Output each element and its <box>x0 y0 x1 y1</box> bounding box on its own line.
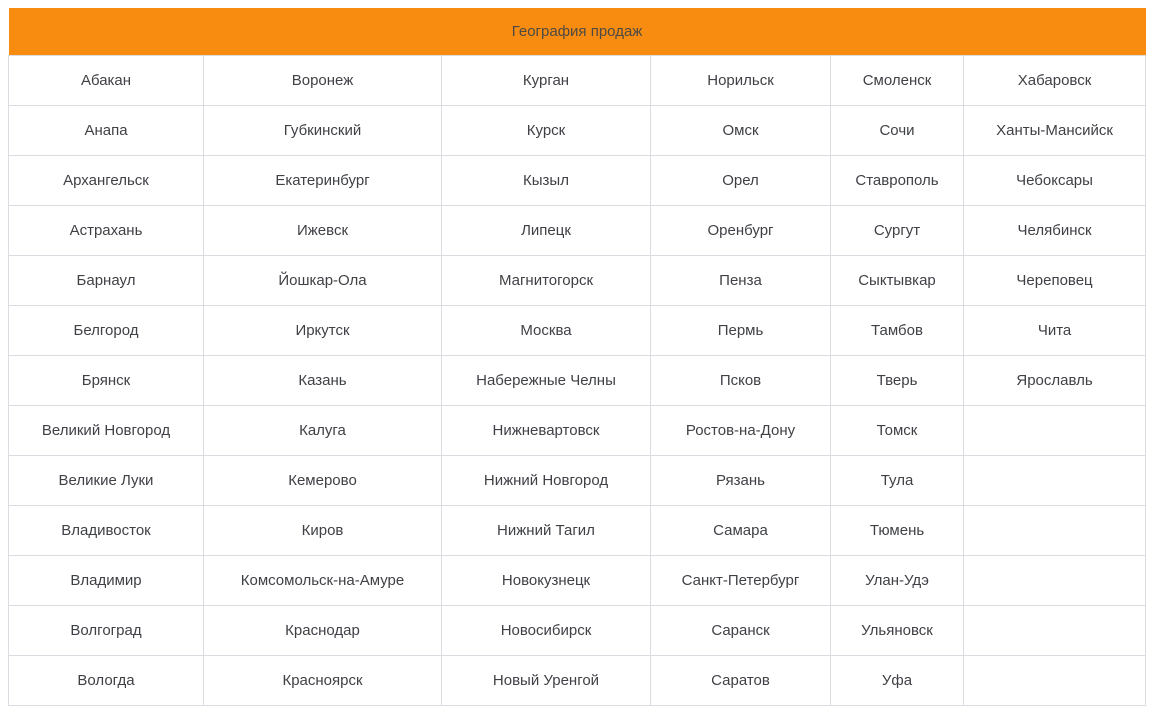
city-cell: Смоленск <box>831 55 964 105</box>
city-cell: Анапа <box>9 105 204 155</box>
city-cell: Чебоксары <box>964 155 1146 205</box>
city-cell: Норильск <box>651 55 831 105</box>
city-cell <box>964 505 1146 555</box>
table-row <box>9 355 1146 405</box>
city-cell: Кемерово <box>204 455 442 505</box>
city-cell: Сыктывкар <box>831 255 964 305</box>
table-row <box>9 555 1146 605</box>
city-cell: Нижневартовск <box>442 405 651 455</box>
city-cell: Воронеж <box>204 55 442 105</box>
city-cell: Тюмень <box>831 505 964 555</box>
city-cell: Комсомольск-на-Амуре <box>204 555 442 605</box>
table-row <box>9 205 1146 255</box>
city-cell: Ханты-Мансийск <box>964 105 1146 155</box>
city-cell: Чита <box>964 305 1146 355</box>
city-cell: Рязань <box>651 455 831 505</box>
city-cell: Нижний Тагил <box>442 505 651 555</box>
city-cell: Набережные Челны <box>442 355 651 405</box>
city-cell: Великий Новгород <box>9 405 204 455</box>
city-cell: Пенза <box>651 255 831 305</box>
city-cell: Хабаровск <box>964 55 1146 105</box>
city-cell: Уфа <box>831 655 964 705</box>
city-cell <box>964 405 1146 455</box>
table-row <box>9 455 1146 505</box>
city-cell: Владивосток <box>9 505 204 555</box>
city-cell: Белгород <box>9 305 204 355</box>
table-row <box>9 155 1146 205</box>
city-cell: Ростов-на-Дону <box>651 405 831 455</box>
city-cell: Тверь <box>831 355 964 405</box>
city-cell: Калуга <box>204 405 442 455</box>
city-cell: Курган <box>442 55 651 105</box>
city-cell: Челябинск <box>964 205 1146 255</box>
table-row <box>9 405 1146 455</box>
header-row <box>9 8 1146 55</box>
city-cell: Самара <box>651 505 831 555</box>
city-cell: Астрахань <box>9 205 204 255</box>
city-cell: Волгоград <box>9 605 204 655</box>
city-cell: Ульяновск <box>831 605 964 655</box>
city-cell: Йошкар-Ола <box>204 255 442 305</box>
table-row <box>9 605 1146 655</box>
sales-geography-table <box>8 8 1146 706</box>
city-cell: Псков <box>651 355 831 405</box>
city-cell: Губкинский <box>204 105 442 155</box>
city-cell: Тула <box>831 455 964 505</box>
city-cell: Киров <box>204 505 442 555</box>
table-title: География продаж <box>9 8 1146 55</box>
city-cell: Магнитогорск <box>442 255 651 305</box>
city-cell: Курск <box>442 105 651 155</box>
city-cell: Новокузнецк <box>442 555 651 605</box>
city-cell: Екатеринбург <box>204 155 442 205</box>
city-cell: Казань <box>204 355 442 405</box>
city-cell: Сочи <box>831 105 964 155</box>
city-cell <box>964 555 1146 605</box>
city-cell: Архангельск <box>9 155 204 205</box>
city-cell: Новосибирск <box>442 605 651 655</box>
city-cell: Брянск <box>9 355 204 405</box>
city-cell: Ижевск <box>204 205 442 255</box>
city-cell: Пермь <box>651 305 831 355</box>
city-cell: Новый Уренгой <box>442 655 651 705</box>
city-cell: Вологда <box>9 655 204 705</box>
table-row <box>9 505 1146 555</box>
city-cell: Липецк <box>442 205 651 255</box>
city-cell: Орел <box>651 155 831 205</box>
table-row <box>9 305 1146 355</box>
city-cell: Абакан <box>9 55 204 105</box>
city-cell: Оренбург <box>651 205 831 255</box>
city-cell: Улан-Удэ <box>831 555 964 605</box>
city-cell: Ярославль <box>964 355 1146 405</box>
city-cell <box>964 455 1146 505</box>
city-cell: Санкт-Петербург <box>651 555 831 605</box>
city-cell: Саратов <box>651 655 831 705</box>
city-cell: Сургут <box>831 205 964 255</box>
city-cell: Владимир <box>9 555 204 605</box>
city-grid <box>9 55 1146 705</box>
table-row <box>9 105 1146 155</box>
table-row <box>9 655 1146 705</box>
city-cell: Великие Луки <box>9 455 204 505</box>
city-cell: Череповец <box>964 255 1146 305</box>
table-row <box>9 255 1146 305</box>
city-cell: Краснодар <box>204 605 442 655</box>
city-cell: Москва <box>442 305 651 355</box>
city-cell: Барнаул <box>9 255 204 305</box>
city-cell <box>964 605 1146 655</box>
city-cell <box>964 655 1146 705</box>
city-cell: Иркутск <box>204 305 442 355</box>
city-cell: Нижний Новгород <box>442 455 651 505</box>
city-cell: Красноярск <box>204 655 442 705</box>
table-row <box>9 55 1146 105</box>
city-cell: Омск <box>651 105 831 155</box>
city-cell: Ставрополь <box>831 155 964 205</box>
city-cell: Саранск <box>651 605 831 655</box>
city-cell: Томск <box>831 405 964 455</box>
city-cell: Кызыл <box>442 155 651 205</box>
city-cell: Тамбов <box>831 305 964 355</box>
